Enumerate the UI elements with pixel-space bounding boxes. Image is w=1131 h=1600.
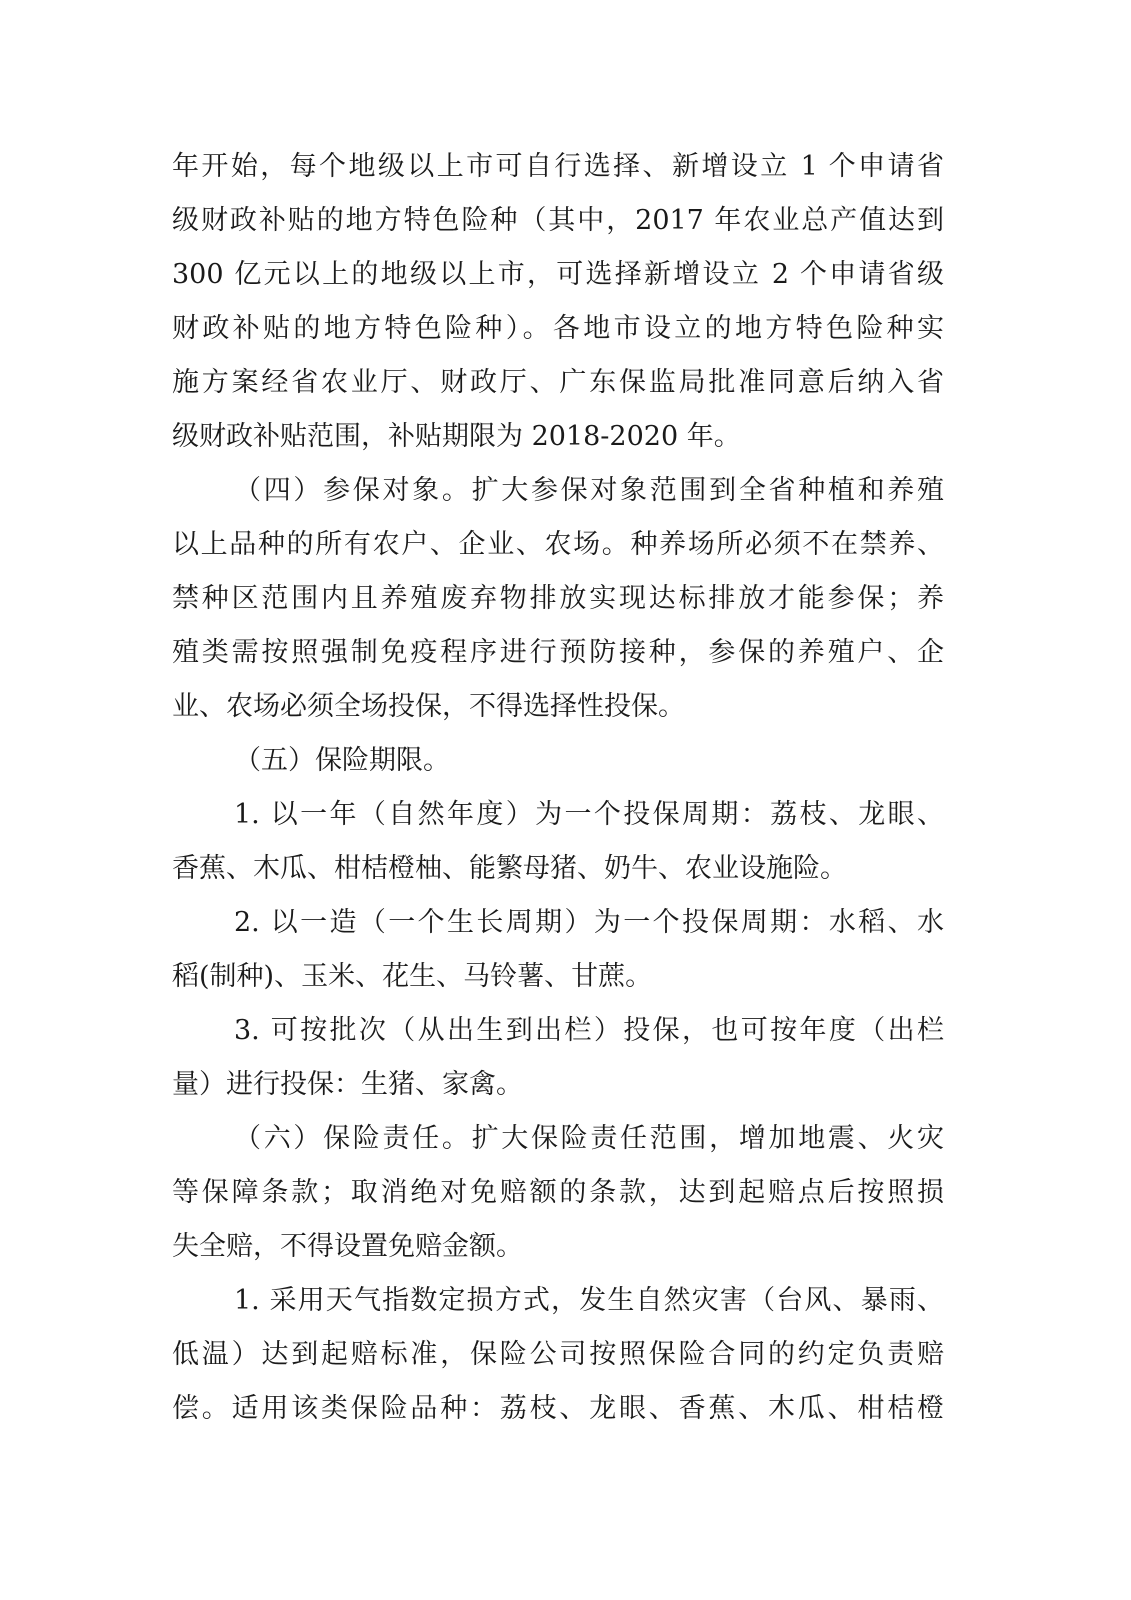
text-line: 殖类需按照强制免疫程序进行预防接种，参保的养殖户、企: [172, 637, 944, 668]
text-line: 业、农场必须全场投保，不得选择性投保。: [172, 691, 685, 722]
text-line: 级财政补贴范围，补贴期限为 2018-2020 年。: [172, 421, 741, 452]
paragraph-term-1: [172, 788, 944, 896]
list-item-line: 2. 以一造（一个生长周期）为一个投保周期：水稻、水: [234, 907, 944, 938]
text-line: 以上品种的所有农户、企业、农场。种养场所必须不在禁养、: [172, 529, 944, 560]
paragraph-term-2: [172, 896, 944, 1004]
text-line: 量）进行投保：生猪、家禽。: [172, 1069, 523, 1100]
list-item-line: 3. 可按批次（从出生到出栏）投保，也可按年度（出栏: [234, 1015, 944, 1046]
paragraph-insurance-term: [172, 734, 944, 788]
text-line: 香蕉、木瓜、柑桔橙柚、能繁母猪、奶牛、农业设施险。: [172, 853, 847, 884]
text-line: 等保障条款；取消绝对免赔额的条款，达到起赔点后按照损: [172, 1177, 944, 1208]
list-item-line: 1. 采用天气指数定损方式，发生自然灾害（台风、暴雨、: [234, 1285, 944, 1316]
list-item-line: 1. 以一年（自然年度）为一个投保周期：荔枝、龙眼、: [234, 799, 944, 830]
paragraph-liability: [172, 1112, 944, 1274]
section-heading-line: （四）参保对象。扩大参保对象范围到全省种植和养殖: [234, 475, 944, 506]
text-line: 稻(制种)、玉米、花生、马铃薯、甘蔗。: [172, 961, 653, 992]
text-line: 偿。适用该类保险品种：荔枝、龙眼、香蕉、木瓜、柑桔橙: [172, 1393, 944, 1424]
paragraph-liability-1: [172, 1274, 944, 1436]
paragraph-subsidy-period: [172, 140, 944, 464]
section-heading-line: （五）保险期限。: [234, 745, 450, 776]
paragraph-term-3: [172, 1004, 944, 1112]
text-line: 施方案经省农业厅、财政厅、广东保监局批准同意后纳入省: [172, 367, 944, 398]
text-line: 低温）达到起赔标准，保险公司按照保险合同的约定负责赔: [172, 1339, 944, 1370]
text-line: 失全赔，不得设置免赔金额。: [172, 1231, 523, 1262]
text-line: 禁种区范围内且养殖废弃物排放实现达标排放才能参保；养: [172, 583, 944, 614]
paragraph-insured-objects: [172, 464, 944, 734]
text-line: 300 亿元以上的地级以上市，可选择新增设立 2 个申请省级: [172, 259, 944, 290]
text-line: 财政补贴的地方特色险种）。各地市设立的地方特色险种实: [172, 313, 944, 344]
document-body: [172, 140, 944, 1436]
text-line: 级财政补贴的地方特色险种（其中，2017 年农业总产值达到: [172, 205, 944, 236]
text-line: 年开始，每个地级以上市可自行选择、新增设立 1 个申请省: [172, 151, 944, 182]
section-heading-line: （六）保险责任。扩大保险责任范围，增加地震、火灾: [234, 1123, 944, 1154]
